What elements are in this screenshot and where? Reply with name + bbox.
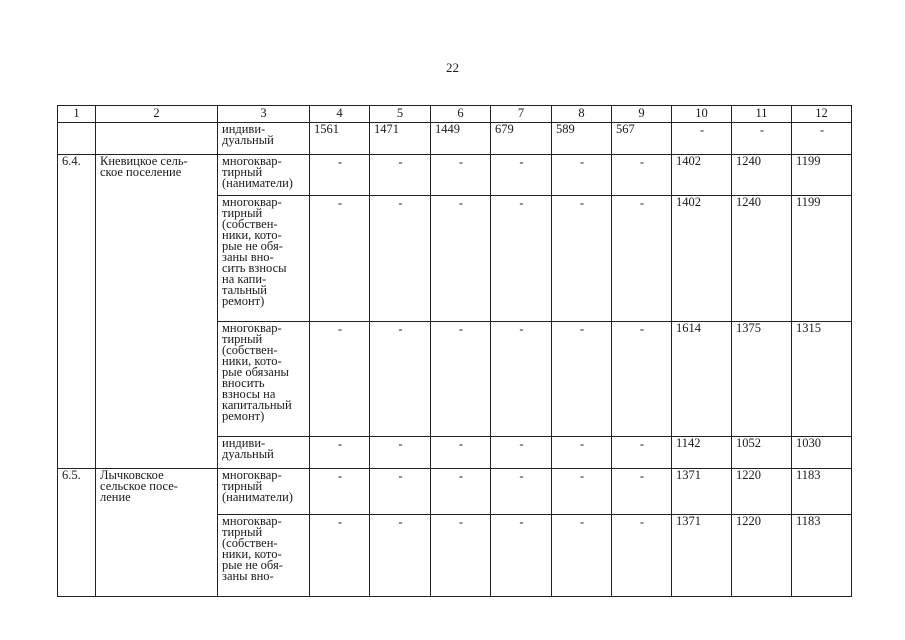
value-cell: - bbox=[491, 437, 552, 469]
value-cell: - bbox=[612, 322, 672, 437]
settlement-name-cell: Лычковское сельское посе- ление bbox=[96, 469, 218, 597]
value-cell: - bbox=[552, 515, 612, 597]
value-cell: - bbox=[310, 469, 370, 515]
value-cell: 1315 bbox=[792, 322, 852, 437]
value-cell: - bbox=[310, 322, 370, 437]
housing-type-cell: многоквар- тирный (наниматели) bbox=[218, 155, 310, 196]
value-cell: 1183 bbox=[792, 515, 852, 597]
housing-type-cell: многоквар- тирный (наниматели) bbox=[218, 469, 310, 515]
page-number: 22 bbox=[446, 60, 459, 75]
value-cell: - bbox=[310, 196, 370, 322]
header-cell: 4 bbox=[310, 106, 370, 123]
value-cell: 1220 bbox=[732, 469, 792, 515]
housing-type-cell: индиви- дуальный bbox=[218, 437, 310, 469]
value-cell: - bbox=[370, 469, 431, 515]
value-cell: 1240 bbox=[732, 196, 792, 322]
header-cell: 10 bbox=[672, 106, 732, 123]
value-cell: 1449 bbox=[431, 123, 491, 155]
value-cell: 1142 bbox=[672, 437, 732, 469]
header-cell: 6 bbox=[431, 106, 491, 123]
header-cell: 3 bbox=[218, 106, 310, 123]
value-cell: 1240 bbox=[732, 155, 792, 196]
value-cell: - bbox=[431, 155, 491, 196]
header-cell: 8 bbox=[552, 106, 612, 123]
value-cell: 679 bbox=[491, 123, 552, 155]
value-cell: - bbox=[310, 515, 370, 597]
table-body bbox=[58, 106, 852, 597]
header-cell: 2 bbox=[96, 106, 218, 123]
value-cell: 1402 bbox=[672, 155, 732, 196]
header-cell: 7 bbox=[491, 106, 552, 123]
value-cell: 1220 bbox=[732, 515, 792, 597]
value-cell: 1561 bbox=[310, 123, 370, 155]
value-cell: - bbox=[370, 437, 431, 469]
value-cell: - bbox=[310, 437, 370, 469]
value-cell: - bbox=[370, 322, 431, 437]
value-cell: 1471 bbox=[370, 123, 431, 155]
value-cell: 589 bbox=[552, 123, 612, 155]
value-cell: - bbox=[491, 322, 552, 437]
table-row bbox=[58, 469, 852, 515]
row-number-cell: 6.4. bbox=[58, 155, 96, 469]
value-cell: 1199 bbox=[792, 155, 852, 196]
row-number-cell bbox=[58, 123, 96, 155]
value-cell: 567 bbox=[612, 123, 672, 155]
value-cell: - bbox=[491, 155, 552, 196]
value-cell: - bbox=[370, 515, 431, 597]
value-cell: - bbox=[370, 196, 431, 322]
value-cell: - bbox=[612, 437, 672, 469]
value-cell: 1614 bbox=[672, 322, 732, 437]
value-cell: - bbox=[552, 437, 612, 469]
value-cell: - bbox=[491, 515, 552, 597]
value-cell: 1183 bbox=[792, 469, 852, 515]
value-cell: - bbox=[612, 196, 672, 322]
value-cell: - bbox=[431, 469, 491, 515]
value-cell: 1052 bbox=[732, 437, 792, 469]
header-cell: 5 bbox=[370, 106, 431, 123]
housing-type-cell: многоквар- тирный (собствен- ники, кото- рые обязаны вносить взносы на капитальный ремонт) bbox=[218, 322, 310, 437]
value-cell: - bbox=[310, 155, 370, 196]
value-cell: 1030 bbox=[792, 437, 852, 469]
value-cell: - bbox=[370, 155, 431, 196]
settlement-name-cell bbox=[96, 123, 218, 155]
value-cell: 1371 bbox=[672, 469, 732, 515]
settlement-name-cell: Кневицкое сель- ское поселение bbox=[96, 155, 218, 469]
value-cell: - bbox=[612, 469, 672, 515]
value-cell: - bbox=[732, 123, 792, 155]
value-cell: - bbox=[431, 515, 491, 597]
tariff-table bbox=[57, 105, 852, 597]
value-cell: 1199 bbox=[792, 196, 852, 322]
value-cell: - bbox=[792, 123, 852, 155]
value-cell: 1375 bbox=[732, 322, 792, 437]
housing-type-cell: многоквар- тирный (собствен- ники, кото- рые не обя- заны вно- сить взносы на капи- тальный ремонт) bbox=[218, 196, 310, 322]
value-cell: - bbox=[431, 437, 491, 469]
value-cell: - bbox=[612, 515, 672, 597]
value-cell: 1371 bbox=[672, 515, 732, 597]
value-cell: - bbox=[672, 123, 732, 155]
value-cell: - bbox=[431, 322, 491, 437]
header-cell: 9 bbox=[612, 106, 672, 123]
table-row bbox=[58, 123, 852, 155]
value-cell: - bbox=[491, 196, 552, 322]
table-row bbox=[58, 155, 852, 196]
value-cell: - bbox=[552, 469, 612, 515]
header-cell: 1 bbox=[58, 106, 96, 123]
value-cell: 1402 bbox=[672, 196, 732, 322]
value-cell: - bbox=[552, 155, 612, 196]
housing-type-cell: индиви- дуальный bbox=[218, 123, 310, 155]
value-cell: - bbox=[491, 469, 552, 515]
header-row bbox=[58, 106, 852, 123]
value-cell: - bbox=[612, 155, 672, 196]
value-cell: - bbox=[552, 196, 612, 322]
header-cell: 11 bbox=[732, 106, 792, 123]
housing-type-cell: многоквар- тирный (собствен- ники, кото- рые не обя- заны вно- bbox=[218, 515, 310, 597]
row-number-cell: 6.5. bbox=[58, 469, 96, 597]
header-cell: 12 bbox=[792, 106, 852, 123]
value-cell: - bbox=[552, 322, 612, 437]
value-cell: - bbox=[431, 196, 491, 322]
